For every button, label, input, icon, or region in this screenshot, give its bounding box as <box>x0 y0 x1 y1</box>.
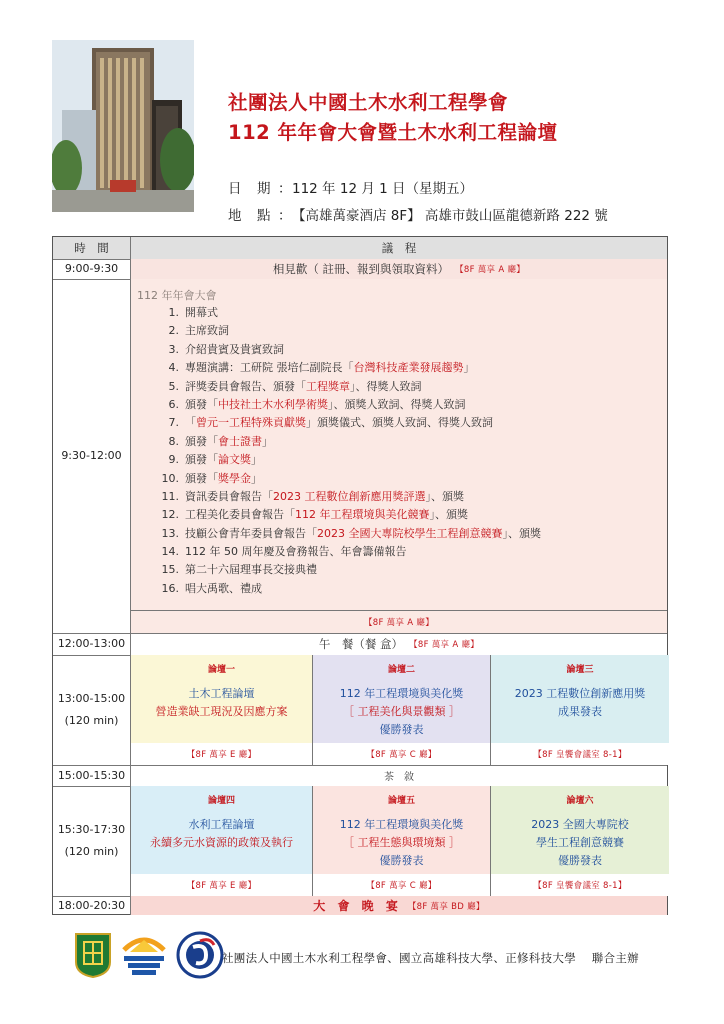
agenda-item-number: 5. <box>168 379 179 393</box>
venue-row: 地 點 ： 【高雄萬豪酒店 8F】 高雄市鼓山區龍德新路 222 號 <box>228 203 608 230</box>
agenda-item-text: 開幕式 <box>185 306 218 319</box>
agenda-item-text: 技顧公會青年委員會報告「 <box>185 526 317 540</box>
agenda-item-text: 」、頒獎 <box>425 489 464 503</box>
agenda-item-number: 1. <box>168 306 179 319</box>
forum-location: 【8F 萬享 E 廳】 <box>186 750 257 760</box>
banquet-text: 大 會 晚 宴 <box>313 899 402 913</box>
agenda-item-text: 專題演講：工研院 張培仁副院長「 <box>185 361 354 375</box>
date-label: 日 期 <box>228 181 272 197</box>
agenda-item-number: 3. <box>168 342 179 356</box>
forum-description <box>491 816 669 870</box>
event-meta <box>228 176 608 230</box>
agenda-item-number: 13. <box>161 526 179 540</box>
forum-number: 論壇二 <box>387 665 415 675</box>
date-value: 112 年 12 月 1 日（星期五） <box>292 181 473 197</box>
agenda-item-highlight: 2023 全國大專院校學生工程創意競賽 <box>317 526 503 540</box>
agenda-item-text: 」頒獎儀式、頒獎人致詞、得獎人致詞 <box>306 416 493 430</box>
forum-line: 優勝發表 <box>379 854 424 867</box>
forum-line: 永續多元水資源的政策及執行 <box>150 836 293 849</box>
agenda-item-text: 」 <box>463 361 475 375</box>
session1-time-cell <box>53 655 131 765</box>
forum-line: 優勝發表 <box>379 723 424 736</box>
forum-location: 【8F 萬享 C 廳】 <box>366 881 437 891</box>
agenda-item-text: 」、得獎人致詞 <box>350 379 422 393</box>
session2-time: 15:30-17:30 <box>57 823 126 836</box>
forum-location: 【8F 皇饗會議室 8-1】 <box>533 881 627 891</box>
agenda-item-number: 2. <box>168 324 179 338</box>
venue-label: 地 點 <box>228 208 272 224</box>
assembly-agenda <box>131 279 667 598</box>
assembly-time: 9:30-12:00 <box>53 279 131 633</box>
forum-number: 論壇六 <box>566 796 594 806</box>
csu-logo-icon <box>176 931 224 979</box>
banquet-time: 18:00-20:30 <box>53 896 131 915</box>
session1-time: 13:00-15:00 <box>57 692 126 705</box>
lunch-time: 12:00-13:00 <box>53 633 131 655</box>
assembly-location: 【8F 萬享 A 廳】 <box>363 617 435 628</box>
forum-line: 成果發表 <box>558 705 602 718</box>
event-title: 112 年年會大會暨土木水利工程論壇 <box>228 121 558 144</box>
agenda-item-text: 第二十六屆理事長交接典禮 <box>185 563 317 577</box>
forum-line: 2023 工程數位創新應用獎 <box>514 687 646 700</box>
agenda-item-text: 頒發「 <box>185 434 218 448</box>
agenda-item-text: 」、頒獎 <box>429 508 468 522</box>
agenda-item-text: 頒發「 <box>185 453 218 467</box>
banquet-location: 【8F 萬享 BD 廳】 <box>407 901 485 912</box>
agenda-item-number: 6. <box>168 397 179 411</box>
forum-location: 【8F 皇饗會議室 8-1】 <box>533 750 627 760</box>
break-row <box>53 765 667 786</box>
agenda-item <box>137 433 667 451</box>
title-block <box>228 88 558 148</box>
session2-time-cell <box>53 786 131 896</box>
venue-value: 【高雄萬豪酒店 8F】 高雄市鼓山區龍德新路 222 號 <box>292 208 608 224</box>
forum-description <box>491 685 669 721</box>
agenda-item <box>137 359 667 377</box>
agenda-item-text: 工程美化委員會報告「 <box>185 508 295 522</box>
agenda-item-text: 介紹貴賓及貴賓致詞 <box>185 342 284 356</box>
agenda-item <box>137 378 667 396</box>
agenda-item-number: 7. <box>168 416 179 430</box>
nkust-logo-icon <box>118 932 170 978</box>
forum-description <box>313 816 490 870</box>
agenda-item-text: 」、頒獎 <box>502 526 541 540</box>
forum-description <box>313 685 490 739</box>
forum-number: 論壇四 <box>207 796 235 806</box>
agenda-item-number: 8. <box>168 434 179 448</box>
civil-society-logo-icon <box>74 932 112 978</box>
forum-cell <box>313 786 491 896</box>
agenda-item-text: 唱大禹歌、禮成 <box>185 581 262 595</box>
forum-line: 土木工程論壇 <box>188 687 255 700</box>
schedule-table <box>52 236 668 915</box>
session2-row <box>53 786 667 896</box>
forum-line: 優勝發表 <box>558 854 602 867</box>
assembly-heading: 112 年年會大會 <box>137 289 217 302</box>
agenda-item <box>137 525 667 543</box>
agenda-item-number: 10. <box>161 471 179 485</box>
agenda-item-highlight: 論文獎 <box>218 453 251 467</box>
agenda-item <box>137 322 667 340</box>
agenda-item-number: 15. <box>161 563 179 577</box>
assembly-row <box>53 279 667 633</box>
forum-line: 112 年工程環境與美化獎 <box>339 818 464 831</box>
forum-line: 112 年工程環境與美化獎 <box>339 687 464 700</box>
agenda-item <box>137 561 667 579</box>
forum-cell <box>131 786 313 896</box>
agenda-item <box>137 341 667 359</box>
agenda-item-highlight: 工程獎章 <box>306 379 350 393</box>
session1-duration: (120 min) <box>64 714 119 727</box>
registration-time: 9:00-9:30 <box>53 259 131 279</box>
agenda-item <box>137 451 667 469</box>
agenda-item-highlight: 中技社土木水利學術獎 <box>218 397 328 411</box>
agenda-item <box>137 470 667 488</box>
agenda-item-highlight: 112 年工程環境與美化競賽 <box>295 508 430 522</box>
break-time: 15:00-15:30 <box>53 765 131 786</box>
event-organizer-title: 社團法人中國土木水利工程學會 <box>228 91 509 114</box>
date-row: 日 期 ： 112 年 12 月 1 日（星期五） <box>228 176 608 203</box>
agenda-item <box>137 304 667 322</box>
agenda-item-text: 頒發「 <box>185 397 218 411</box>
forum-description <box>131 685 312 721</box>
agenda-item-highlight: 獎學金 <box>218 471 251 485</box>
agenda-item-number: 12. <box>161 508 179 522</box>
forum-description <box>131 816 312 852</box>
agenda-item-text: 」 <box>251 471 262 485</box>
agenda-item-text: 「 <box>185 416 196 430</box>
agenda-item <box>137 396 667 414</box>
registration-text: 相見歡（ 註冊、報到與領取資料） <box>272 262 450 276</box>
agenda-item <box>137 414 667 432</box>
agenda-item-highlight: 台灣科技產業發展趨勢 <box>353 361 464 375</box>
agenda-item-text: 」 <box>262 434 273 448</box>
agenda-item-highlight: 會士證書 <box>218 434 262 448</box>
agenda-item-number: 16. <box>161 581 179 595</box>
agenda-item <box>137 580 667 598</box>
agenda-item-number: 11. <box>161 489 179 503</box>
agenda-item-text: 」、頒獎人致詞、得獎人致詞 <box>328 397 466 411</box>
agenda-item-number: 4. <box>168 361 179 375</box>
forum-number: 論壇三 <box>566 665 594 675</box>
agenda-item-text: 資訊委員會報告「 <box>185 489 273 503</box>
agenda-item <box>137 543 667 561</box>
forum-line: 2023 全國大專院校 <box>531 818 629 831</box>
agenda-item-number: 9. <box>168 453 179 467</box>
agenda-item-text: 112 年 50 周年慶及會務報告、年會籌備報告 <box>185 545 407 559</box>
agenda-column-header: 議 程 <box>381 241 417 255</box>
lunch-location: 【8F 萬享 A 廳】 <box>409 640 480 650</box>
co-organizers-text: 社團法人中國土木水利工程學會、國立高雄科技大學、正修科技大學 聯合主辦 <box>222 951 639 965</box>
agenda-item-text: 」 <box>251 453 262 467</box>
forum-line: 學生工程創意競賽 <box>536 836 624 849</box>
forum-cell <box>491 786 669 896</box>
forum-cell <box>491 655 669 765</box>
organizer-logos <box>74 931 224 979</box>
session1-row <box>53 655 667 765</box>
table-header-row <box>53 237 667 259</box>
lunch-row <box>53 633 667 655</box>
forum-location: 【8F 萬享 C 廳】 <box>366 750 437 760</box>
forum-cell <box>313 655 491 765</box>
forum-line: ［ 工程美化與景觀類 ］ <box>343 705 460 718</box>
time-column-header: 時 間 <box>53 237 131 259</box>
forum-line: ［ 工程生態與環境類 ］ <box>343 836 460 849</box>
agenda-item-number: 14. <box>161 545 179 559</box>
forum-location: 【8F 萬享 E 廳】 <box>186 881 257 891</box>
agenda-item <box>137 488 667 506</box>
agenda-item-highlight: 2023 工程數位創新應用獎評選 <box>273 489 426 503</box>
forum-number: 論壇一 <box>207 665 235 675</box>
lunch-text: 午 餐（餐 盒） <box>318 637 404 651</box>
forum-cell <box>131 655 313 765</box>
banquet-row <box>53 896 667 915</box>
forum-line: 水利工程論壇 <box>188 818 255 831</box>
agenda-item-text: 評獎委員會報告、頒發「 <box>185 379 306 393</box>
registration-row <box>53 259 667 279</box>
forum-line: 營造業缺工現況及因應方案 <box>155 705 288 718</box>
agenda-item <box>137 506 667 524</box>
building-photo <box>52 40 194 212</box>
agenda-item-text: 頒發「 <box>185 471 218 485</box>
registration-location: 【8F 萬享 A 廳】 <box>455 265 526 275</box>
session2-duration: (120 min) <box>64 845 119 858</box>
agenda-item-highlight: 曾元一工程特殊貢獻獎 <box>196 416 306 430</box>
forum-number: 論壇五 <box>387 796 415 806</box>
break-text: 茶 敘 <box>384 772 414 783</box>
agenda-item-text: 主席致詞 <box>185 324 229 338</box>
